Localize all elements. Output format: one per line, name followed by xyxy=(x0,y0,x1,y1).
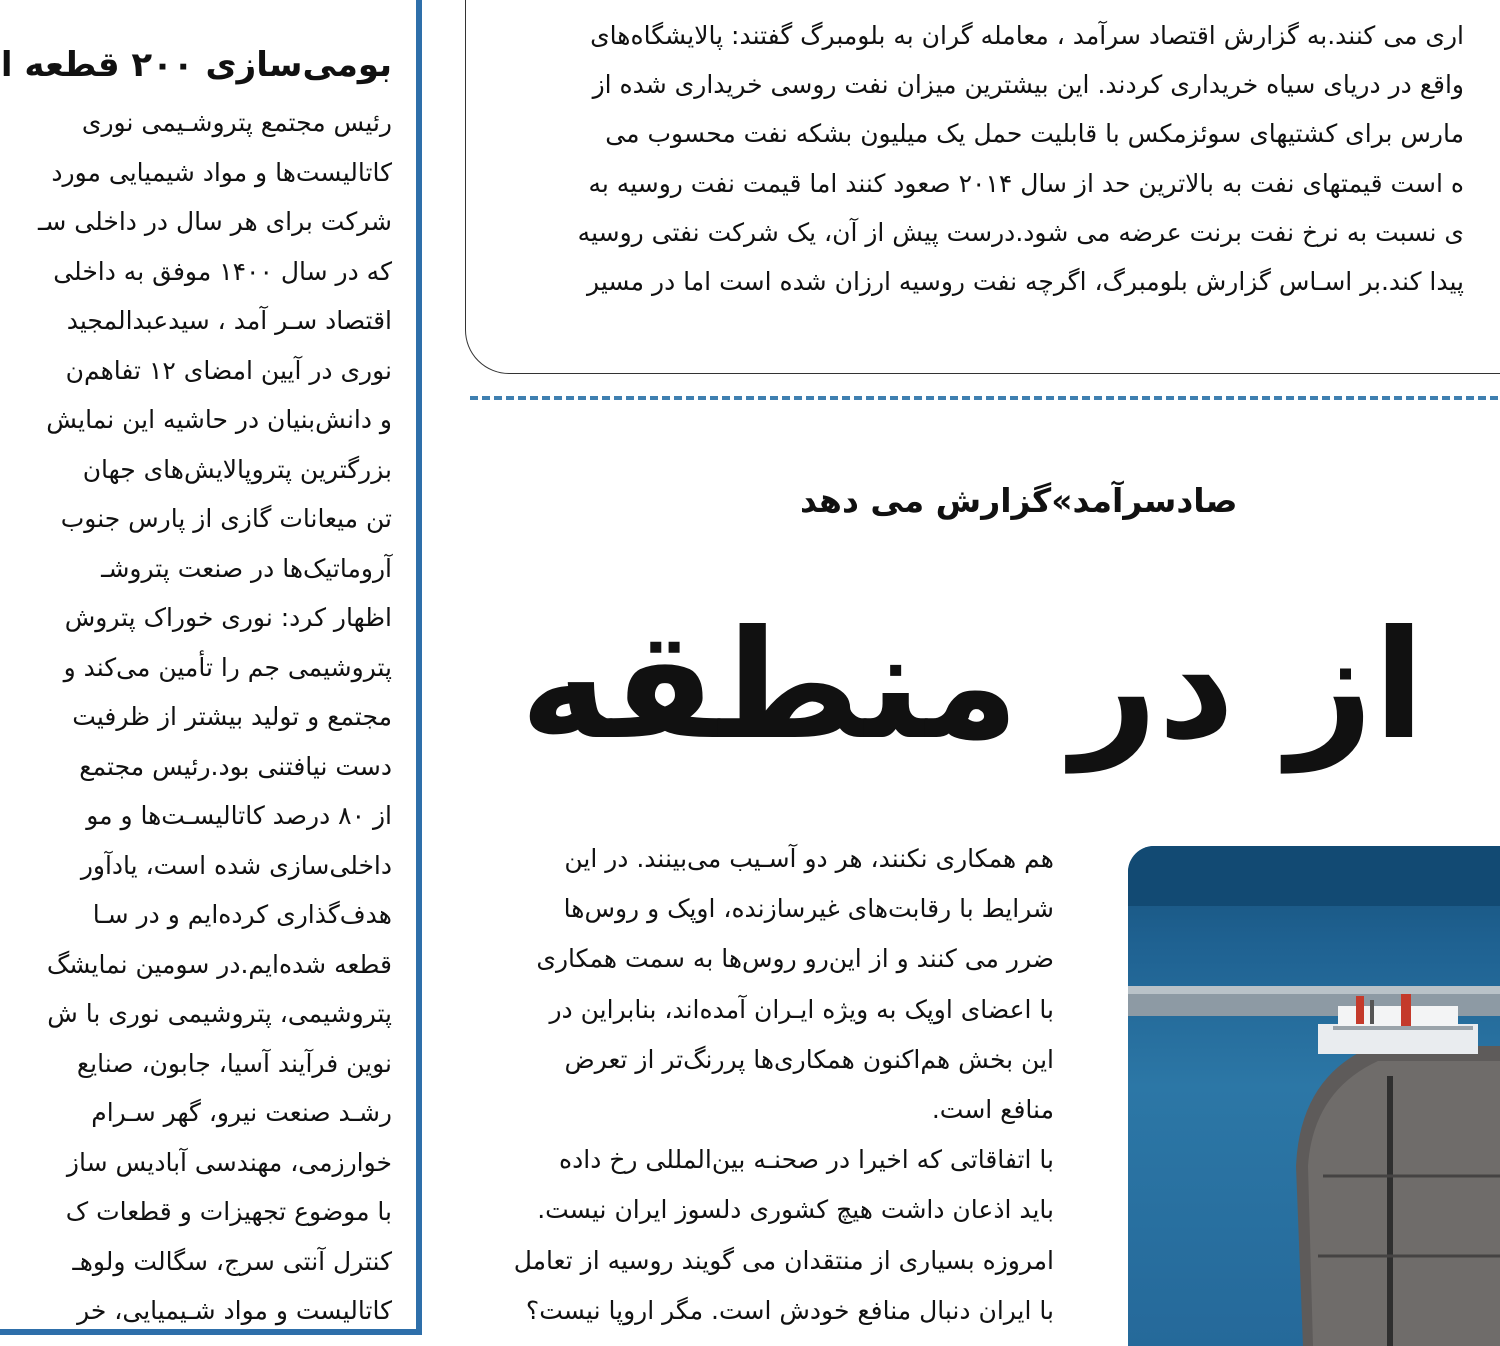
left-article-line: داخلی‌سازی شده است، یادآور xyxy=(80,850,392,880)
top-article-line: اری می کنند.به گزارش اقتصاد سرآمد ، معامله گران به بلومبرگ گفتند: پالایشگاه‌های xyxy=(590,21,1464,50)
left-article-line: اقتصاد سـر آمد ، سیدعبدالمجید xyxy=(66,306,392,335)
left-article-line: کاتالیست و مواد شـیمیایی، خر xyxy=(77,1296,392,1325)
left-column-frame xyxy=(0,0,422,1335)
left-article-line: دست نیافتنی بود.رئیس مجتمع xyxy=(79,751,392,781)
left-article-line: رشـد صنعت نیرو، گهر سـرام xyxy=(91,1098,392,1127)
body-line: امروزه بسیاری از منتقدان می گویند روسیه از تعامل xyxy=(513,1245,1054,1275)
body-line: باید اذعان داشت هیچ کشوری دلسوز ایران نیست. xyxy=(537,1195,1054,1225)
tanker-illustration xyxy=(1128,846,1500,1346)
body-line: هم همکاری نکنند، هر دو آسـیب می‌بینند. در این xyxy=(564,844,1054,873)
left-article-line: نوری در آیین امضای ۱۲ تفاهم‌ن xyxy=(65,355,392,385)
body-line: منافع است. xyxy=(931,1095,1054,1125)
body-line: با اتفاقاتی که اخیرا در صحنـه بین‌المللی رخ داده xyxy=(559,1145,1054,1175)
left-article-line: قطعه شده‌ایم.در سومین نمایشگ xyxy=(46,949,392,979)
left-article-line: کاتالیست‌ها و مواد شیمیایی مورد xyxy=(51,157,392,187)
headline-kicker: صادسرآمد»گزارش می دهد xyxy=(800,481,1238,520)
body-line: شرایط با رقابت‌های غیرسازنده، اوپک و روس‌ها xyxy=(563,894,1054,924)
top-article-line: پیدا کند.بر اسـاس گزارش بلومبرگ، اگرچه نفت روسیه ارزان شده است اما در مسیر xyxy=(587,267,1464,297)
left-article-line: با موضوع تجهیزات و قطعات ک xyxy=(65,1197,392,1226)
left-article-line: مجتمع و تولید بیشتر از ظرفیت xyxy=(72,702,392,731)
left-article-title: بومی‌سازی ۲۰۰ قطعه ا xyxy=(0,45,392,85)
left-article-line: تن میعانات گازی از پارس جنوب xyxy=(60,504,392,533)
left-article-line: که در سال ۱۴۰۰ موفق به داخلی xyxy=(53,256,392,286)
body-line: این بخش هم‌اکنون همکاری‌ها پررنگ‌تر از تعرض xyxy=(564,1044,1054,1074)
dashed-divider xyxy=(470,396,1500,400)
body-line: با اعضای اوپک به ویژه ایـران آمده‌اند، بنابراین در xyxy=(549,994,1054,1024)
body-line: با ایران دنبال منافع خودش است. مگر اروپا نیست؟ xyxy=(525,1295,1054,1325)
top-article-line: ی نسبت به نرخ نفت برنت عرضه می شود.درست پیش از آن، یک شرکت نفتی روسیه xyxy=(577,217,1464,247)
top-article-box xyxy=(465,0,1500,374)
main-headline: از در منطقه xyxy=(520,599,1425,773)
top-article-line: واقع در دریای سیاه خریداری کردند. این بیشترین میزان نفت روسی خریداری شده از xyxy=(592,70,1464,100)
left-article-line: و دانش‌بنیان در حاشیه این نمایش xyxy=(46,405,392,434)
top-article-line: ه است قیمتهای نفت به بالاترین حد از سال ۲۰۱۴ صعود کنند اما قیمت نفت روسیه به xyxy=(588,168,1464,198)
left-article-line: اظهار کرد: نوری خوراک پتروش xyxy=(64,603,392,632)
left-article-line: بزرگترین پتروپالایش‌های جهان xyxy=(82,454,392,484)
top-article-line: مارس برای کشتیهای سوئزمکس با قابلیت حمل یک میلیون بشکه نفت محسوب می xyxy=(605,119,1464,149)
left-article-line: پتروشیمی، پتروشیمی نوری با ش xyxy=(47,999,392,1028)
left-article-line: پتروشیمی جم را تأمین می‌کند و xyxy=(63,652,392,682)
left-article-line: خوارزمی، مهندسی آبادیس ساز xyxy=(66,1147,392,1177)
left-column-article xyxy=(0,40,392,1335)
left-article-line: نوین فرآیند آسیا، جابون، صنایع xyxy=(76,1048,392,1078)
left-article-line: کنترل آنتی سرج، سگالت ولوهـ xyxy=(72,1246,392,1276)
left-article-line: رئیس مجتمع پتروشـیمی نوری xyxy=(81,108,392,137)
left-article-line: شرکت برای هر سال در داخلی سـ xyxy=(38,207,392,236)
left-article-line: از ۸۰ درصد کاتالیسـت‌ها و مو xyxy=(86,801,392,830)
body-line: ضرر می کنند و از این‌رو روس‌ها به سمت همکاری xyxy=(536,944,1054,974)
body-article xyxy=(478,834,1054,1336)
left-article-line: هدف‌گذاری کرده‌ایم و در سـا xyxy=(92,900,392,929)
oil-tanker-photo xyxy=(1128,846,1500,1346)
top-article-text xyxy=(465,11,1464,306)
left-article-line: آروماتیک‌ها در صنعت پتروشـ xyxy=(101,553,392,583)
